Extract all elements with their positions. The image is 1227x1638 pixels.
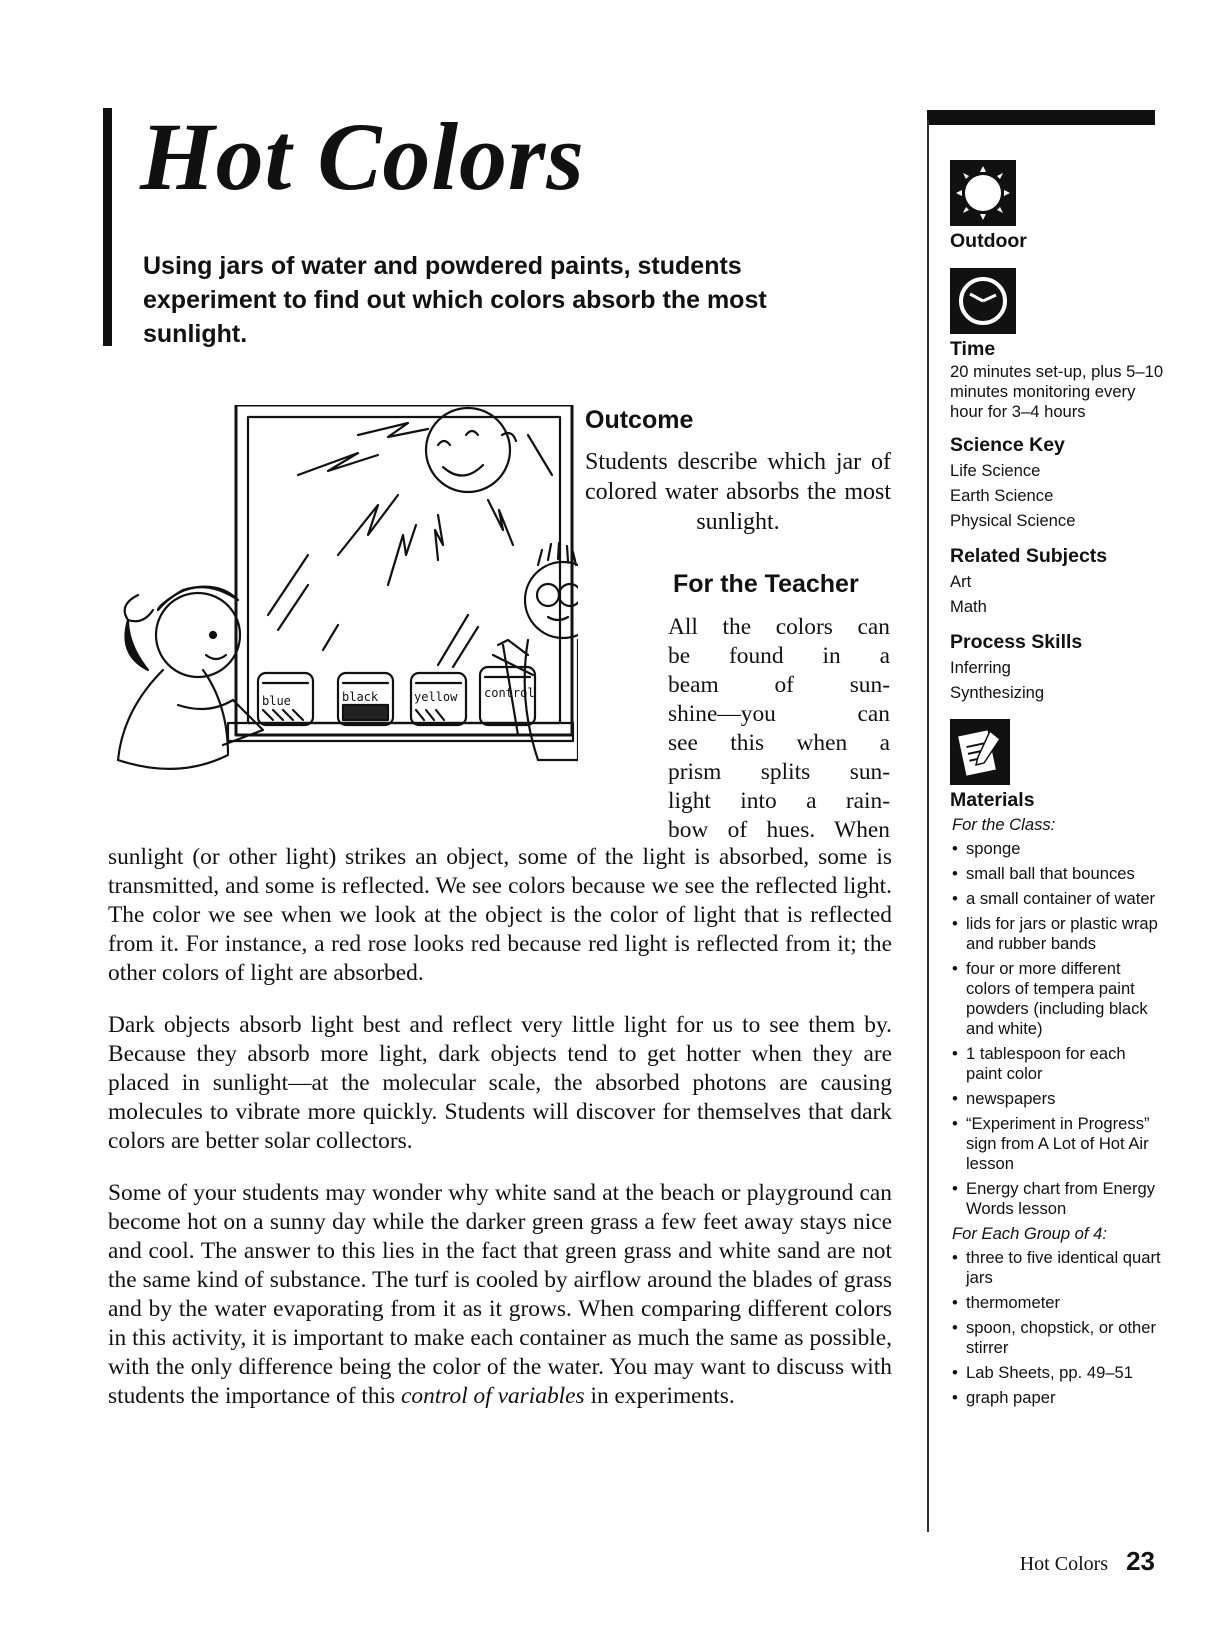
list-item: • spoon, chopstick, or other stirrer (950, 1318, 1165, 1358)
running-title: Hot Colors (1019, 1553, 1109, 1575)
related-subject-item: Math (950, 597, 987, 616)
page-footer (1020, 1546, 1155, 1577)
list-item: • sponge (950, 839, 1165, 859)
for-class-label: For the Class: (952, 815, 1056, 834)
sun-outdoor-icon (950, 160, 1016, 226)
setting-label: Outdoor (950, 230, 1027, 252)
control-of-variables-term: control of variables (401, 1383, 585, 1409)
list-item: • three to five identical quart jars (950, 1248, 1165, 1288)
page-number: 23 (1126, 1546, 1155, 1576)
teacher-line: beam of sun- (668, 672, 890, 698)
process-skill-item: Inferring (950, 658, 1011, 677)
main-body (108, 843, 892, 1411)
jar-label-control: control (484, 686, 535, 700)
list-item: • 1 tablespoon for each paint color (950, 1044, 1165, 1084)
intro-summary: Using jars of water and powdered paints, students experiment to find out which colors absorb the most sunlight. (143, 252, 767, 348)
process-skill-item: Synthesizing (950, 683, 1045, 702)
teacher-line: shine—you can (668, 701, 890, 727)
jar-label-black: black (342, 690, 379, 704)
teacher-line: be found in a (668, 643, 890, 669)
page-title: Hot Colors (140, 103, 585, 210)
teacher-line: All the colors can (668, 614, 890, 640)
time-heading: Time (950, 338, 996, 360)
paragraph-sand-grass (108, 1179, 892, 1411)
list-item: • small ball that bounces (950, 864, 1165, 884)
teacher-line: bow of hues. When (668, 817, 890, 843)
list-item: • a small container of water (950, 889, 1165, 909)
for-group-label: For Each Group of 4: (952, 1224, 1107, 1243)
sidebar-top-bar (927, 110, 1155, 125)
list-item: • “Experiment in Progress” sign from A Lot of Hot Air lesson (950, 1114, 1165, 1174)
science-key-item: Earth Science (950, 486, 1054, 505)
materials-heading: Materials (950, 789, 1035, 811)
science-key-heading: Science Key (950, 434, 1065, 456)
jar-label-blue: blue (262, 694, 291, 708)
clock-icon (950, 268, 1016, 334)
outcome-text: Students describe which jar of colored water absorbs the most sunlight. (585, 449, 891, 535)
teacher-line: prism splits sun- (668, 759, 890, 785)
class-materials-list (950, 839, 1165, 1219)
science-key-item: Life Science (950, 461, 1041, 480)
related-subject-item: Art (950, 572, 972, 591)
list-item: • Lab Sheets, pp. 49–51 (950, 1363, 1165, 1383)
list-item: • four or more different colors of tempera paint powders (including black and white) (950, 959, 1165, 1039)
paragraph-light: sunlight (or other light) strikes an object, some of the light is absorbed, some is transmitted, and some is reflected. We see colors because we see the reflected light. The color we see when we look at the object is the color of light that is reflected from it. For instance, a red rose looks red because red light is reflected from it; the other colors of light are absorbed. (108, 844, 892, 986)
science-key-item: Physical Science (950, 511, 1076, 530)
outcome-heading: Outcome (585, 406, 694, 434)
teacher-lead-column (668, 613, 890, 845)
jar-label-yellow: yellow (414, 690, 458, 704)
list-item: • lids for jars or plastic wrap and rubber bands (950, 914, 1165, 954)
paragraph-sand-grass-main: Some of your students may wonder why white sand at the beach or playground can become hot on a sunny day while the darker green grass a few feet away stays nice and cool. The answer to this lies in the fact that green grass and white sand are not the same kind of substance. The turf is cooled by airflow around the blades of grass and by the water evaporating from it as it grows. When comparing different colors in this activity, it is important to make each container as much the same as possible, with the only difference being the color of the water. You may want to discuss with students the importance of this (108, 1180, 892, 1409)
teacher-line: see this when a (668, 730, 890, 756)
paragraph-sand-grass-end: in experiments. (584, 1383, 735, 1409)
group-materials-list (950, 1248, 1165, 1408)
illustration-children-jars (108, 405, 578, 805)
title-accent-bar (103, 108, 112, 346)
paragraph-dark-objects: Dark objects absorb light best and reflect very little light for us to see them by. Because they absorb more light, dark objects tend to get hotter when they are placed in sunlight—at the molecular scale, the absorbed photons are causing molecules to vibrate more quickly. Students will discover for themselves that dark colors are better solar collectors. (108, 1012, 892, 1154)
list-item: • newspapers (950, 1089, 1165, 1109)
teacher-heading: For the Teacher (673, 570, 859, 598)
sidebar-divider (927, 120, 929, 1532)
time-text: 20 minutes set-up, plus 5–10 minutes monitoring every hour for 3–4 hours (950, 362, 1164, 421)
clipboard-pencil-icon (950, 719, 1010, 785)
list-item: • thermometer (950, 1293, 1165, 1313)
list-item: • graph paper (950, 1388, 1165, 1408)
related-subjects-heading: Related Subjects (950, 545, 1108, 567)
list-item: • Energy chart from Energy Words lesson (950, 1179, 1165, 1219)
process-skills-heading: Process Skills (950, 631, 1083, 653)
teacher-line: light into a rain- (668, 788, 890, 814)
sidebar (950, 160, 1165, 1413)
